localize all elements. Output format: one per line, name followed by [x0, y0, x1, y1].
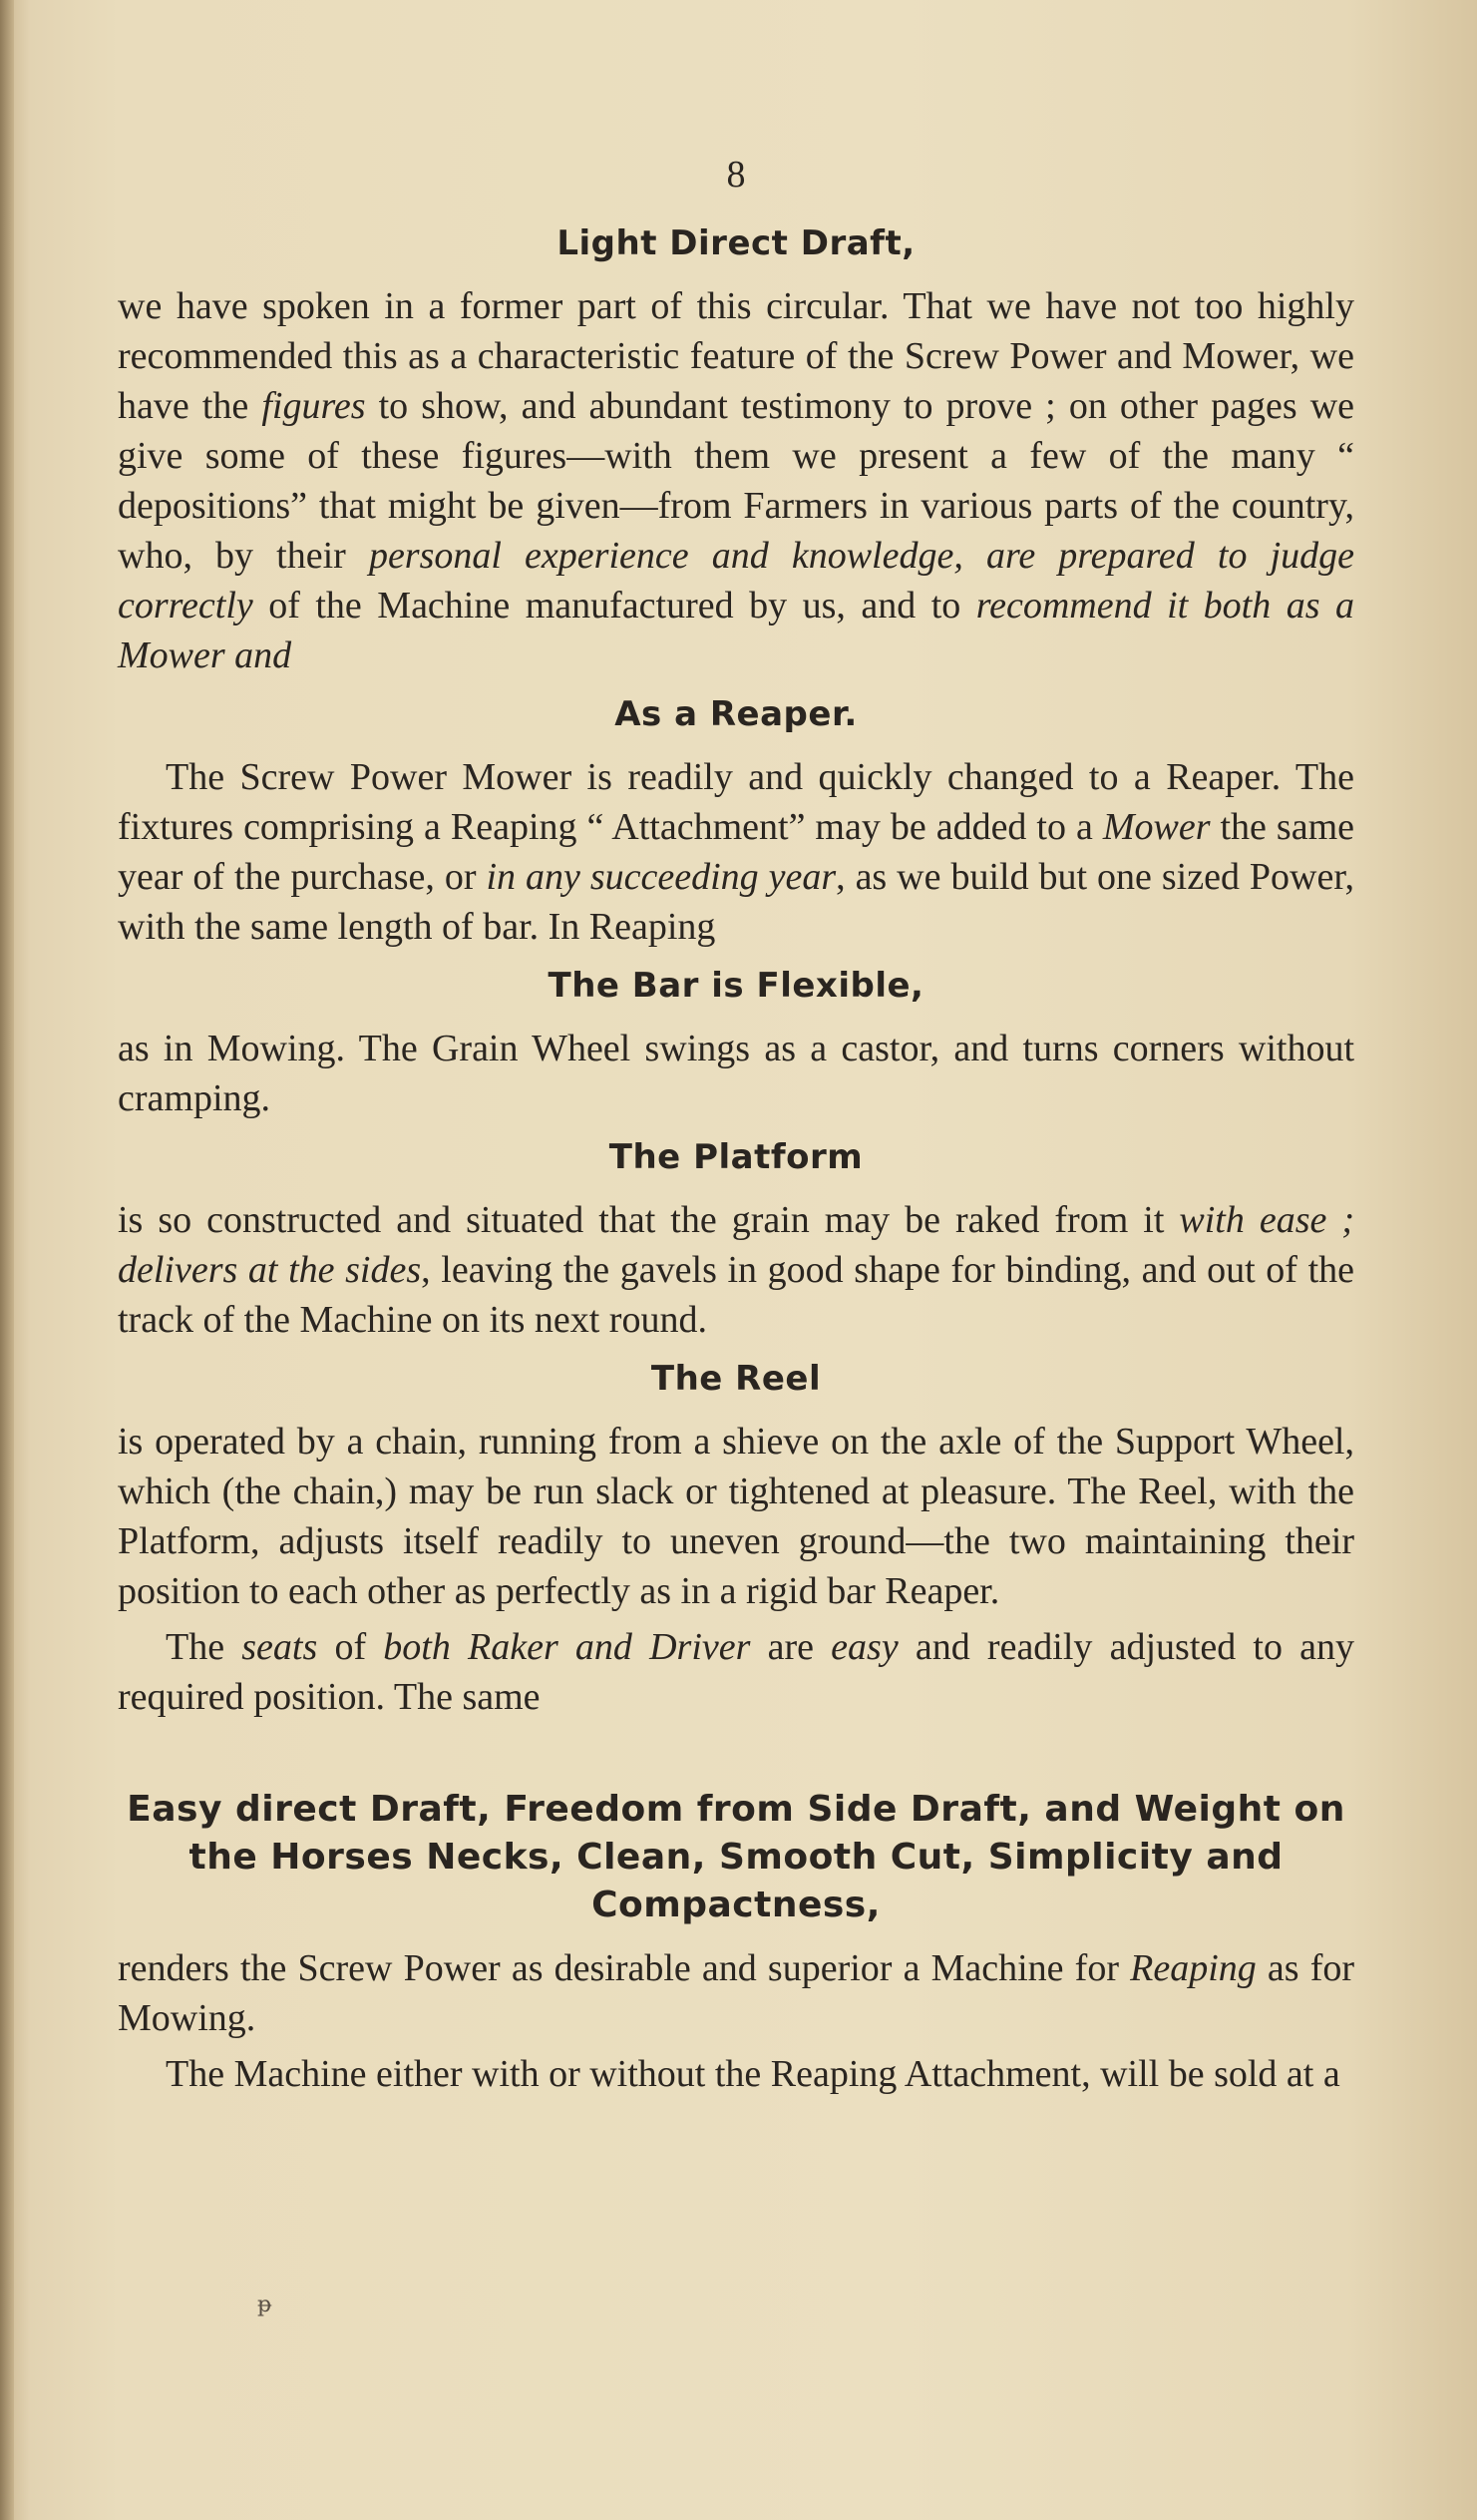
text-run: , leaving the gavels in good shape for binding, and out of the track of the Machine on its next round. [118, 1249, 1354, 1341]
text-run: The Machine either with or without the Reaping Attachment, will be sold at a [166, 2053, 1340, 2095]
text-run: of [317, 1626, 384, 1668]
text-run: the same year of the purchase, or [118, 806, 1354, 898]
text-run: renders the Screw Power as desirable and superior a Machine for [118, 1947, 1131, 1989]
text-run: and readily adjusted to any required position. The same [118, 1626, 1355, 1718]
italic-text: seats [241, 1626, 318, 1668]
italic-text: Mower [1102, 806, 1211, 848]
section-heading: Light Direct Draft, [556, 223, 916, 263]
sections-container [118, 219, 1354, 2099]
italic-text: figures [261, 385, 366, 427]
text-run: is so constructed and situated that the grain may be raked from it [118, 1199, 1180, 1241]
page-number: 8 [726, 154, 746, 196]
section-heading: The Platform [608, 1137, 864, 1177]
section-heading: Easy direct Draft, Freedom from Side Draft, and Weight on the Horses Necks, Clean, Smooth Cut, Simplicity and Compactness, [127, 1789, 1345, 1925]
text-run: as for Mowing. [118, 1947, 1354, 2039]
body-paragraph [118, 2049, 1354, 2099]
section-heading: The Bar is Flexible, [548, 966, 924, 1006]
text-run: , as we build but one sized Power, with the same length of bar. In Reaping [118, 856, 1354, 948]
text-run: The [166, 1626, 242, 1668]
section-heading: The Reel [650, 1359, 822, 1399]
body-paragraph [118, 752, 1354, 952]
text-run: to show, and abundant testimony to prove ; on other pages we give some of these figures—with them we present a few of the many “ depositions” that might be given—from Farmers in various parts of the country, who, by their [118, 385, 1355, 577]
text-run: of the Machine manufactured by us, and to [252, 585, 976, 627]
page-content [118, 150, 1354, 2105]
italic-text: Reaping [1130, 1947, 1257, 1989]
text-run: are [750, 1626, 832, 1668]
italic-text: with ease ; delivers at the sides [118, 1199, 1354, 1291]
text-run: is operated by a chain, running from a shieve on the axle of the Support Wheel, which (the chain,) may be run slack or tightened at pleasure. The Reel, with the Platform, adjusts itself readily to uneven ground—the two maintaining their position to each other as perfectly as in a rigid bar Reaper. [118, 1421, 1354, 1612]
spacer [118, 1728, 1354, 1750]
text-run: we have spoken in a former part of this circular. That we have not too highly recommended this as a characteristic feature of the Screw Power and Mower, we have the [118, 285, 1354, 427]
italic-text: personal experience and knowledge, are prepared to judge correctly [118, 535, 1355, 627]
body-paragraph [118, 1622, 1354, 1722]
italic-text: both Raker and Driver [383, 1626, 751, 1668]
body-paragraph [118, 1417, 1354, 1616]
ink-mark: ᵽ [257, 2293, 272, 2317]
italic-text: in any succeeding year [486, 856, 837, 898]
body-paragraph [118, 1024, 1354, 1123]
body-paragraph [118, 1943, 1354, 2043]
section-heading: As a Reaper. [614, 694, 858, 734]
body-paragraph [118, 281, 1354, 680]
text-run: The Screw Power Mower is readily and quickly changed to a Reaper. The fixtures comprising a Reaping “ Attachment” may be added to a [118, 756, 1354, 848]
body-paragraph [118, 1195, 1354, 1345]
text-run: as in Mowing. The Grain Wheel swings as a castor, and turns corners without cramping. [118, 1028, 1354, 1119]
binding-edge [0, 0, 14, 2520]
italic-text: easy [831, 1626, 899, 1668]
italic-text: recommend it both as a Mower and [118, 585, 1354, 676]
